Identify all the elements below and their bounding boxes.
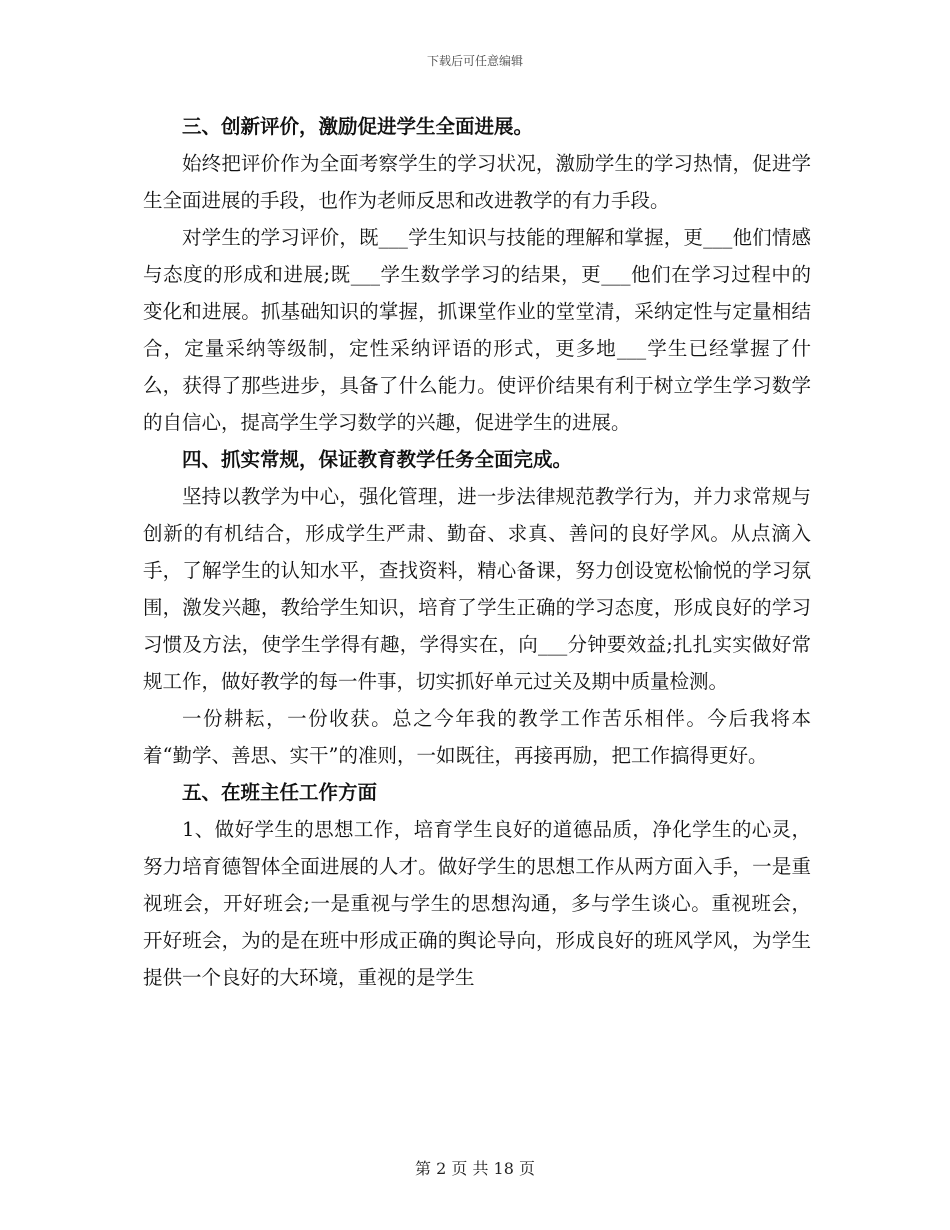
section-heading-4: 四、抓实常规，保证教育教学任务全面完成。 (182, 448, 573, 471)
document-body (143, 108, 811, 996)
page-header: 下载后可任意编辑 (426, 54, 523, 68)
paragraph: 始终把评价作为全面考察学生的学习状况，激励学生的学习热情，促进学生全面进展的手段，也作为老师反思和改进教学的有力手段。 (143, 152, 811, 212)
paragraph: 一份耕耘，一份收获。总之今年我的教学工作苦乐相伴。今后我将本着“勤学、善思、实干”的准则，一如既往，再接再励，把工作搞得更好。 (143, 707, 811, 767)
page-number: 第 2 页 共 18 页 (415, 1159, 535, 1178)
section-heading-5: 五、在班主任工作方面 (182, 781, 378, 804)
section-heading-3: 三、创新评价，激励促进学生全面进展。 (182, 115, 534, 138)
paragraph: 1、做好学生的思想工作，培育学生良好的道德品质，净化学生的心灵，努力培育德智体全面进展的人才。做好学生的思想工作从两方面入手，一是重视班会，开好班会;一是重视与学生的思想沟通，多与学生谈心。重视班会，开好班会，为的是在班中形成正确的舆论导向，形成良好的班风学风，为学生提供一个良好的大环境，重视的是学生 (143, 818, 811, 989)
paragraph: 对学生的学习评价，既___学生知识与技能的理解和掌握，更___他们情感与态度的形成和进展;既___学生数学学习的结果，更___他们在学习过程中的变化和进展。抓基础知识的掌握，抓课堂作业的堂堂清，采纳定性与定量相结合，定量采纳等级制，定性采纳评语的形式，更多地___学生已经掌握了什么，获得了那些进步，具备了什么能力。使评价结果有利于树立学生学习数学的自信心，提高学生学习数学的兴趣，促进学生的进展。 (143, 226, 811, 434)
paragraph: 坚持以教学为中心，强化管理，进一步法律规范教学行为，并力求常规与创新的有机结合，形成学生严肃、勤奋、求真、善问的良好学风。从点滴入手，了解学生的认知水平，查找资料，精心备课，努力创设宽松愉悦的学习氛围，激发兴趣，教给学生知识，培育了学生正确的学习态度，形成良好的学习习惯及方法，使学生学得有趣，学得实在，向___分钟要效益;扎扎实实做好常规工作，做好教学的每一件事，切实抓好单元过关及期中质量检测。 (143, 485, 811, 693)
